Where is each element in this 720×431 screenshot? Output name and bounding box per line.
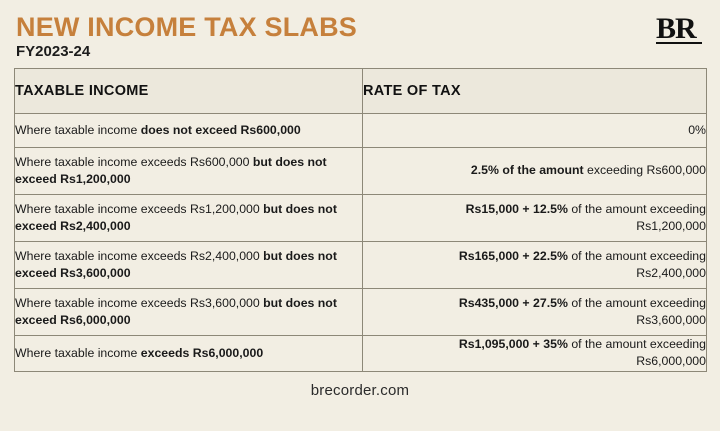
- table-row: [15, 148, 707, 195]
- text-plain: Where taxable income exceeds Rs1,200,000: [15, 201, 264, 216]
- brand-logo-text: BR: [656, 12, 696, 45]
- page-title: NEW INCOME TAX SLABS: [16, 12, 357, 42]
- text-plain: Where taxable income: [15, 122, 141, 137]
- cell-rate-of-tax: [363, 289, 707, 336]
- text-bold: but does not exceed Rs1,200,000: [15, 154, 327, 186]
- column-header-rate-of-tax: RATE OF TAX: [363, 69, 707, 114]
- text-plain: Where taxable income: [15, 345, 141, 360]
- table-row: [15, 336, 707, 372]
- text-plain-line2: Rs6,000,000: [636, 354, 706, 369]
- text-plain: exceeding Rs600,000: [587, 163, 706, 178]
- cell-rate-of-tax: [363, 114, 707, 148]
- text-bold: Rs15,000 + 12.5%: [465, 201, 572, 216]
- text-bold: exceeds Rs6,000,000: [140, 345, 264, 360]
- cell-rate-of-tax: [363, 195, 707, 242]
- cell-rate-of-tax: [363, 148, 707, 195]
- text-bold: but does not exceed Rs2,400,000: [15, 201, 337, 233]
- cell-rate-of-tax: [363, 242, 707, 289]
- text-plain: Where taxable income exceeds Rs2,400,000: [15, 248, 264, 263]
- table-row: [15, 289, 707, 336]
- text-plain: Where taxable income exceeds Rs600,000: [15, 154, 253, 169]
- header: [14, 14, 706, 60]
- text-plain: of the amount exceeding: [571, 295, 706, 310]
- table-row: [15, 195, 707, 242]
- brand-logo: [656, 12, 702, 44]
- cell-taxable-income: [15, 114, 363, 148]
- cell-taxable-income: [15, 195, 363, 242]
- cell-rate-of-tax: [363, 336, 707, 372]
- text-plain-line2: Rs1,200,000: [636, 219, 706, 233]
- cell-taxable-income: [15, 148, 363, 195]
- page-subtitle: FY2023-24: [16, 43, 91, 60]
- text-plain: of the amount exceeding: [571, 201, 706, 216]
- source-credit: brecorder.com: [310, 381, 410, 399]
- text-bold: 2.5% of the amount: [470, 163, 588, 178]
- tax-slabs-table: [14, 68, 707, 372]
- text-bold: Rs1,095,000 + 35%: [458, 337, 572, 351]
- text-bold: but does not exceed Rs3,600,000: [15, 248, 337, 280]
- cell-taxable-income: [15, 336, 363, 372]
- text-plain: 0%: [688, 122, 706, 137]
- column-header-taxable-income: TAXABLE INCOME: [15, 69, 363, 114]
- text-bold: does not exceed Rs600,000: [140, 122, 301, 137]
- table-row: [15, 242, 707, 289]
- text-plain: Where taxable income exceeds Rs3,600,000: [15, 295, 264, 310]
- table-row: [15, 114, 707, 148]
- text-bold: Rs165,000 + 22.5%: [458, 248, 572, 263]
- table-header-row: [15, 69, 707, 114]
- text-bold: Rs435,000 + 27.5%: [458, 295, 572, 310]
- cell-taxable-income: [15, 242, 363, 289]
- cell-taxable-income: [15, 289, 363, 336]
- text-bold: but does not exceed Rs6,000,000: [15, 295, 337, 327]
- text-plain-line2: Rs2,400,000: [636, 266, 706, 280]
- text-plain: of the amount exceeding: [571, 337, 706, 351]
- text-plain: of the amount exceeding: [571, 248, 706, 263]
- text-plain-line2: Rs3,600,000: [636, 313, 706, 327]
